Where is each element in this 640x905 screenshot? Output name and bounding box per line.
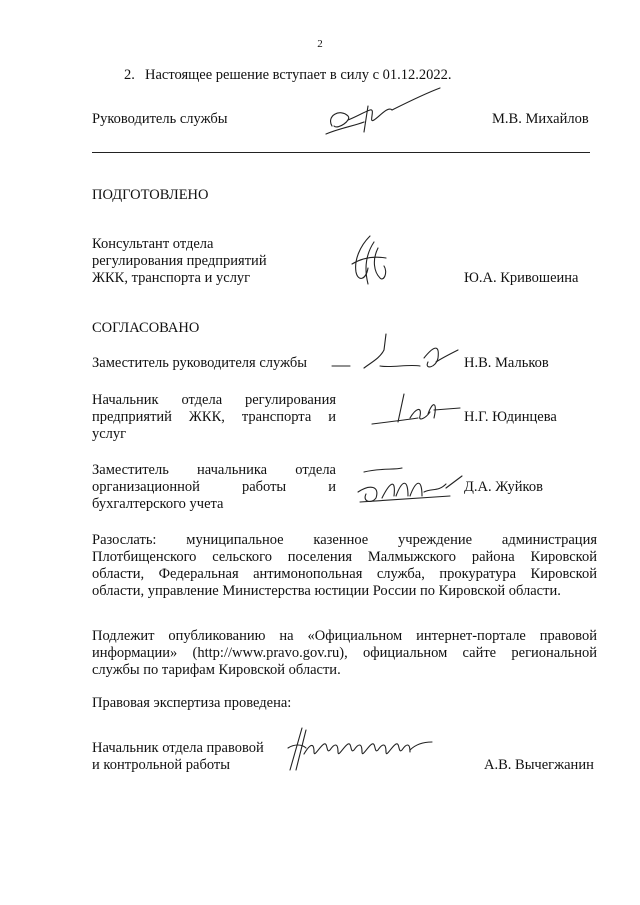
- legal-role-line-1: Начальник отдела правовой: [92, 740, 264, 756]
- item-2-number: 2.: [124, 67, 135, 83]
- agreed-1-signature-image: [328, 328, 462, 378]
- distribution-line-1: Разослать: муниципальное казенное учреждение администрация: [92, 532, 597, 548]
- agreed-3-signature-image: [350, 462, 466, 508]
- agreed-2-role-line-1: Начальник отдела регулирования: [92, 392, 336, 408]
- agreed-3-role-line-2: организационной работы и: [92, 479, 336, 495]
- head-name: М.В. Михайлов: [492, 111, 589, 127]
- item-2-text: Настоящее решение вступает в силу с 01.12.2022.: [145, 67, 452, 83]
- prepared-name: Ю.А. Кривошеина: [464, 270, 579, 286]
- agreed-2-role-line-3: услуг: [92, 426, 127, 442]
- legal-name: А.В. Вычегжанин: [484, 757, 594, 773]
- prepared-role-line-1: Консультант отдела: [92, 236, 214, 252]
- distribution-line-2: Плотбищенского сельского поселения Малмыжского района Кировской: [92, 549, 597, 565]
- legal-text: Правовая экспертиза проведена:: [92, 695, 292, 711]
- legal-signature-image: [284, 724, 436, 774]
- distribution-line-4: области, управление Министерства юстиции России по Кировской области.: [92, 583, 561, 599]
- distribution-line-3: области, Федеральная антимонопольная служба, прокуратура Кировской: [92, 566, 597, 582]
- agreed-3-role-line-1: Заместитель начальника отдела: [92, 462, 336, 478]
- legal-role-line-2: и контрольной работы: [92, 757, 230, 773]
- head-role: Руководитель службы: [92, 111, 228, 127]
- agreed-1-role-line-1: Заместитель руководителя службы: [92, 355, 308, 371]
- agreed-2-name: Н.Г. Юдинцева: [464, 409, 557, 425]
- prepared-role-line-3: ЖКК, транспорта и услуг: [92, 270, 251, 286]
- horizontal-divider: [92, 152, 590, 153]
- agreed-1-name: Н.В. Мальков: [464, 355, 549, 371]
- prepared-signature-image: [344, 232, 394, 292]
- agreed-heading: СОГЛАСОВАНО: [92, 320, 200, 336]
- head-signature-image: [318, 86, 448, 146]
- prepared-heading: ПОДГОТОВЛЕНО: [92, 187, 209, 203]
- agreed-2-role-line-2: предприятий ЖКК, транспорта и: [92, 409, 336, 425]
- agreed-2-signature-image: [368, 388, 464, 434]
- agreed-3-name: Д.А. Жуйков: [464, 479, 543, 495]
- publication-line-1: Подлежит опубликованию на «Официальном интернет-портале правовой: [92, 628, 597, 644]
- page-number: 2: [317, 38, 323, 50]
- publication-line-2: информации» (http://www.pravo.gov.ru), официальном сайте региональной: [92, 645, 597, 661]
- publication-line-3: службы по тарифам Кировской области.: [92, 662, 341, 678]
- agreed-3-role-line-3: бухгалтерского учета: [92, 496, 224, 512]
- prepared-role-line-2: регулирования предприятий: [92, 253, 267, 269]
